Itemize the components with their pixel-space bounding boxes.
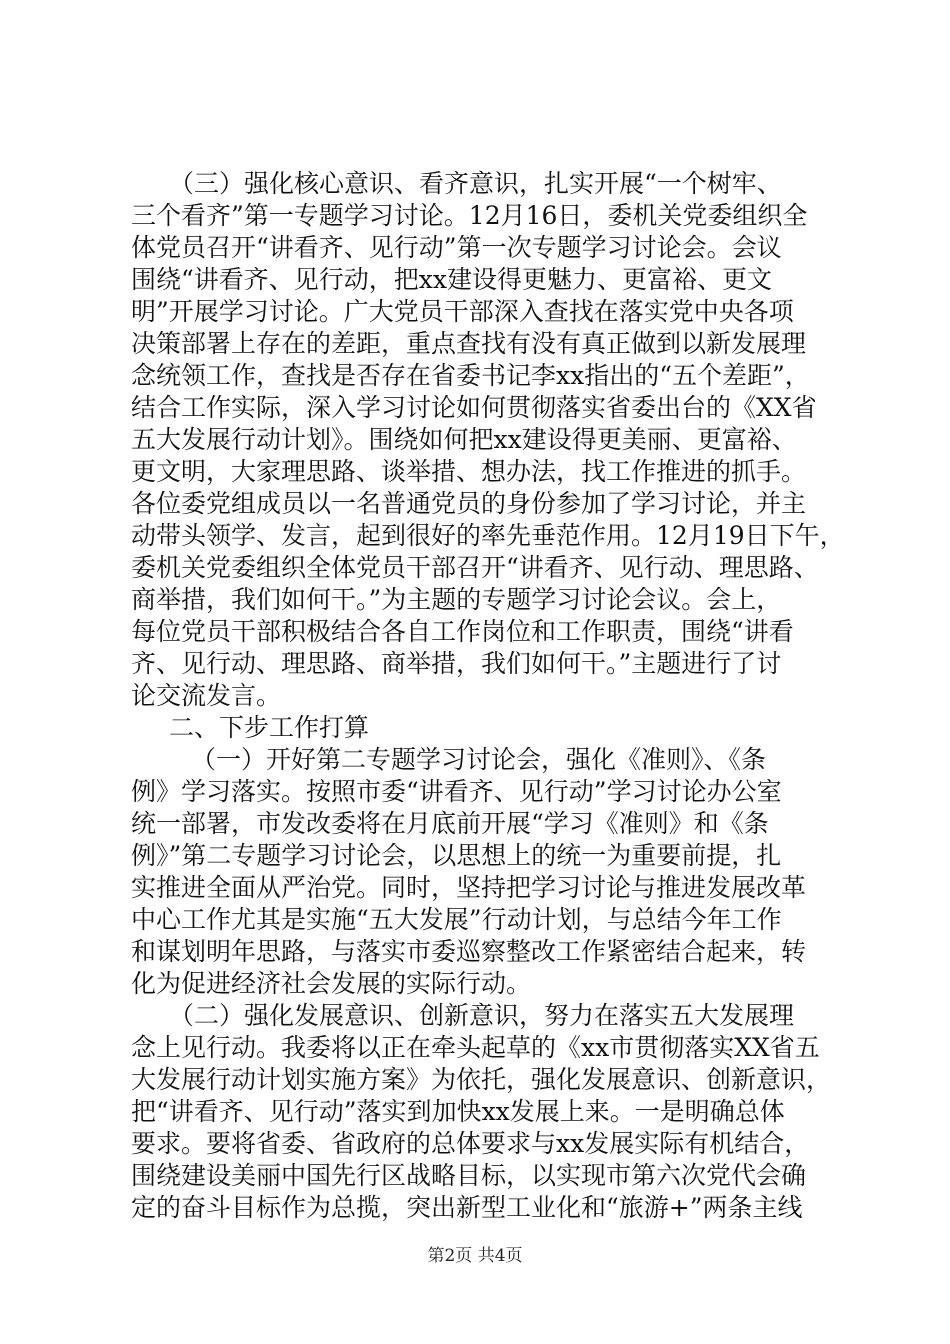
paragraph-line: 实推进全面从严治党。同时，坚持把学习讨论与推进发展改革 bbox=[131, 873, 807, 902]
paragraph-line: 把“讲看齐、见行动”落实到加快xx发展上来。一是明确总体 bbox=[131, 1097, 785, 1126]
paragraph-line: 定的奋斗目标作为总揽，突出新型工业化和“旅游+”两条主线 bbox=[131, 1193, 803, 1222]
paragraph-line: 论交流发言。 bbox=[131, 681, 282, 710]
section-heading: 二、下步工作打算 bbox=[169, 713, 370, 742]
paragraph-line: 统一部署，市发改委将在月底前开展“学习《准则》和《条 bbox=[131, 809, 769, 838]
paragraph-line: 中心工作尤其是实施“五大发展”行动计划，与总结今年工作 bbox=[131, 905, 782, 934]
paragraph-line: 商举措，我们如何干。”为主题的专题学习讨论会议。会上， bbox=[131, 585, 782, 614]
paragraph-line: 明”开展学习讨论。广大党员干部深入查找在落实党中央各项 bbox=[131, 297, 794, 326]
page-number: 第2页 共4页 bbox=[427, 1246, 523, 1266]
paragraph-line: 例》学习落实。按照市委“讲看齐、见行动”学习讨论办公室 bbox=[131, 777, 782, 806]
paragraph-line: 念上见行动。我委将以正在牵头起草的《xx市贯彻落实XX省五 bbox=[131, 1033, 820, 1062]
document-body bbox=[131, 168, 845, 1224]
paragraph-line: 化为促进经济社会发展的实际行动。 bbox=[131, 969, 532, 998]
paragraph-line: 和谋划明年思路，与落实市委巡察整改工作紧密结合起来，转 bbox=[131, 937, 807, 966]
paragraph-line: 委机关党委组织全体党员干部召开“讲看齐、见行动、理思路、 bbox=[131, 553, 819, 582]
paragraph-line: 体党员召开“讲看齐、见行动”第一次专题学习讨论会。会议 bbox=[131, 233, 782, 262]
paragraph-line: 围绕“讲看齐、见行动，把xx建设得更魅力、更富裕、更文 bbox=[131, 265, 772, 294]
paragraph-line: 动带头领学、发言，起到很好的率先垂范作用。12月19日下午， bbox=[131, 521, 845, 550]
paragraph-line: （二）强化发展意识、创新意识，努力在落实五大发展理 bbox=[169, 1001, 795, 1030]
paragraph-line: （三）强化核心意识、看齐意识，扎实开展“一个树牢、 bbox=[169, 169, 782, 198]
paragraph-line: 结合工作实际，深入学习讨论如何贯彻落实省委出台的《XX省 bbox=[131, 393, 817, 422]
paragraph-line: 要求。要将省委、省政府的总体要求与xx发展实际有机结合， bbox=[131, 1129, 810, 1158]
paragraph-line: 更文明，大家理思路、谈举措、想办法，找工作推进的抓手。 bbox=[131, 457, 807, 486]
paragraph-line: 三个看齐”第一专题学习讨论。12月16日，委机关党委组织全 bbox=[131, 201, 808, 230]
paragraph-line: 决策部署上存在的差距，重点查找有没有真正做到以新发展理 bbox=[131, 329, 807, 358]
paragraph-line: 念统领工作，查找是否存在省委书记李xx指出的“五个差距”， bbox=[131, 361, 810, 390]
paragraph-line: 每位党员干部积极结合各自工作岗位和工作职责，围绕“讲看 bbox=[131, 617, 794, 646]
paragraph-line: 围绕建设美丽中国先行区战略目标，以实现市第六次党代会确 bbox=[131, 1161, 807, 1190]
paragraph-line: 例》”第二专题学习讨论会，以思想上的统一为重要前提，扎 bbox=[131, 841, 782, 870]
paragraph-line: 齐、见行动、理思路、商举措，我们如何干。”主题进行了讨 bbox=[131, 649, 782, 678]
paragraph-line: 各位委党组成员以一名普通党员的身份参加了学习讨论，并主 bbox=[131, 489, 807, 518]
paragraph-line: 五大发展行动计划》。围绕如何把xx建设得更美丽、更富裕、 bbox=[131, 425, 797, 454]
paragraph-line: （一）开好第二专题学习讨论会，强化《准则》、《条 bbox=[191, 745, 767, 774]
paragraph-line: 大发展行动计划实施方案》为依托，强化发展意识、创新意识， bbox=[131, 1065, 832, 1094]
